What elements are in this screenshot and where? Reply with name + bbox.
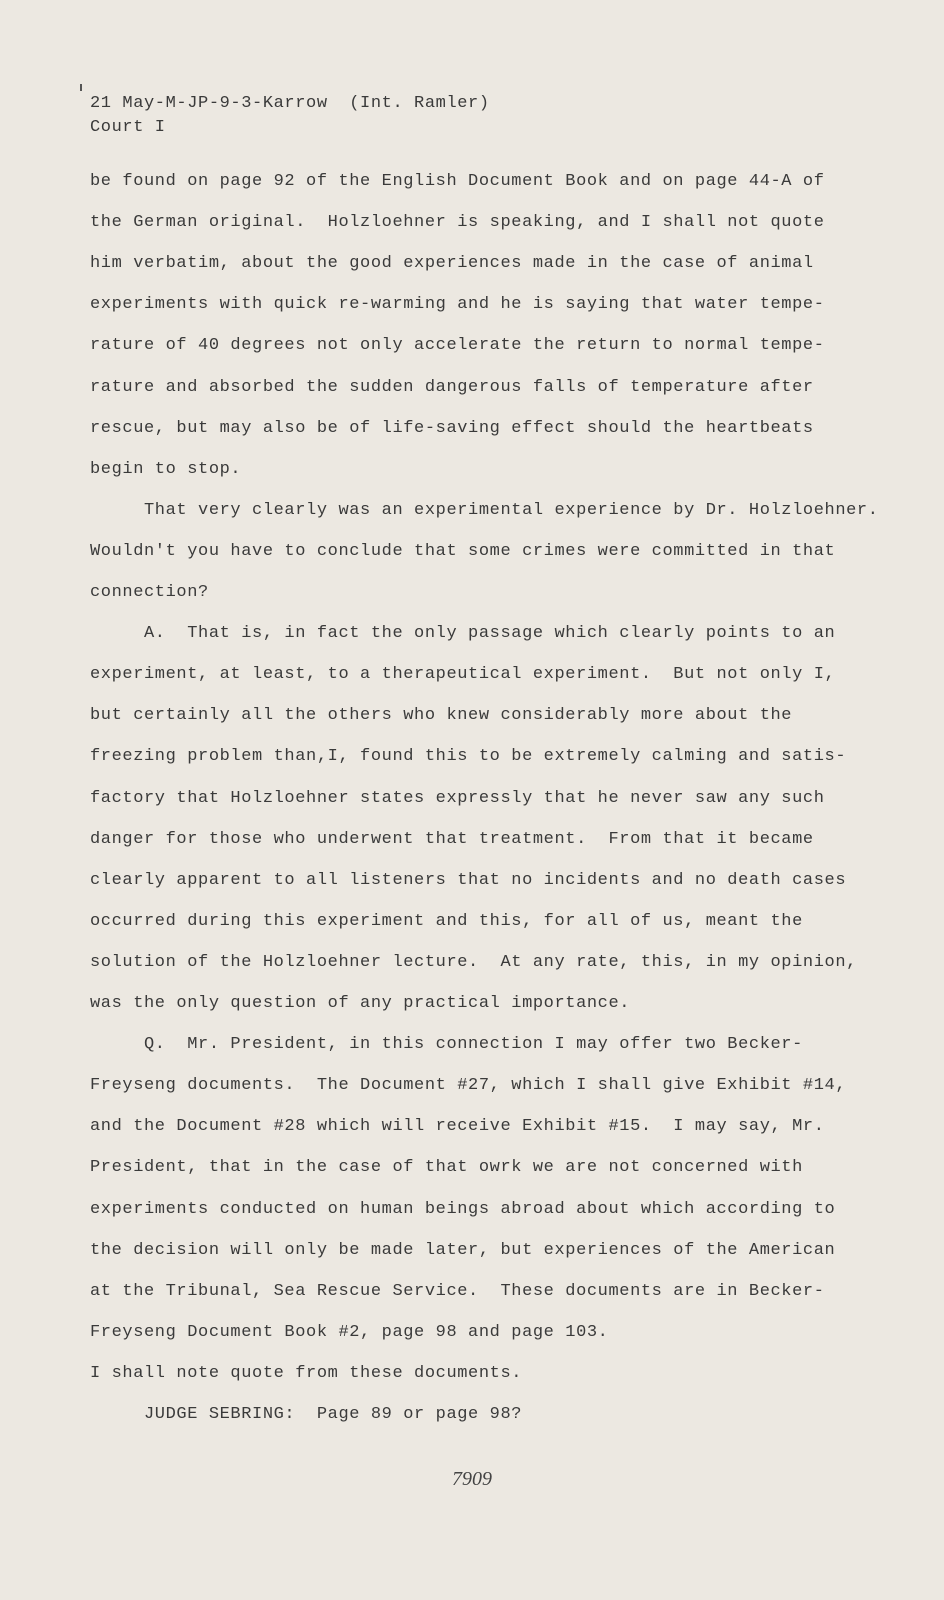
header-court-line: Court I — [90, 118, 166, 137]
transcript-line: experiment, at least, to a therapeutical experiment. But not only I, — [90, 665, 836, 685]
transcript-line: the German original. Holzloehner is speaking, and I shall not quote — [90, 213, 825, 233]
transcript-line: solution of the Holzloehner lecture. At any rate, this, in my opinion, — [90, 952, 857, 972]
transcript-line: Freyseng Document Book #2, page 98 and page 103. — [90, 1322, 609, 1342]
transcript-line: connection? — [90, 583, 209, 602]
page-number: 7909 — [452, 1468, 492, 1490]
transcript-line: but certainly all the others who knew considerably more about the — [90, 706, 793, 726]
transcript-line: Q. Mr. President, in this connection I may offer two Becker- — [90, 1035, 803, 1055]
transcript-line: was the only question of any practical importance. — [90, 994, 631, 1013]
transcript-line: Wouldn't you have to conclude that some crimes were committed in that — [90, 541, 836, 561]
transcript-line: him verbatim, about the good experiences made in the case of animal — [90, 254, 814, 274]
transcript-line: occurred during this experiment and this, for all of us, meant the — [90, 911, 803, 931]
transcript-line: danger for those who underwent that treatment. From that it became — [90, 829, 814, 849]
transcript-line: clearly apparent to all listeners that no incidents and no death cases — [90, 870, 847, 890]
transcript-line: the decision will only be made later, but experiences of the American — [90, 1240, 836, 1260]
transcript-line: Freyseng documents. The Document #27, which I shall give Exhibit #14, — [90, 1076, 847, 1096]
transcript-line: rescue, but may also be of life-saving effect should the heartbeats — [90, 418, 814, 438]
transcript-line: I shall note quote from these documents. — [90, 1363, 523, 1383]
transcript-line: President, that in the case of that owrk we are not concerned with — [90, 1158, 803, 1178]
margin-mark — [80, 84, 82, 91]
transcript-line: rature and absorbed the sudden dangerous falls of temperature after — [90, 377, 814, 397]
transcript-line: That very clearly was an experimental experience by Dr. Holzloehner. — [90, 500, 879, 520]
transcript-line: rature of 40 degrees not only accelerate the return to normal tempe- — [90, 336, 825, 356]
transcript-line: factory that Holzloehner states expressly that he never saw any such — [90, 788, 825, 808]
transcript-line: be found on page 92 of the English Document Book and on page 44-A of — [90, 172, 825, 191]
transcript-line: begin to stop. — [90, 459, 242, 479]
transcript-line: experiments conducted on human beings abroad about which according to — [90, 1199, 836, 1219]
transcript-line: at the Tribunal, Sea Rescue Service. These documents are in Becker- — [90, 1281, 825, 1301]
header-docket-line: 21 May-M-JP-9-3-Karrow (Int. Ramler) — [90, 94, 490, 113]
transcript-line: experiments with quick re-warming and he is saying that water tempe- — [90, 295, 825, 315]
transcript-line: and the Document #28 which will receive Exhibit #15. I may say, Mr. — [90, 1117, 825, 1137]
transcript-line: freezing problem than,I, found this to be extremely calming and satis- — [90, 747, 847, 767]
transcript-line: A. That is, in fact the only passage which clearly points to an — [90, 624, 836, 644]
transcript-line: JUDGE SEBRING: Page 89 or page 98? — [90, 1405, 523, 1424]
